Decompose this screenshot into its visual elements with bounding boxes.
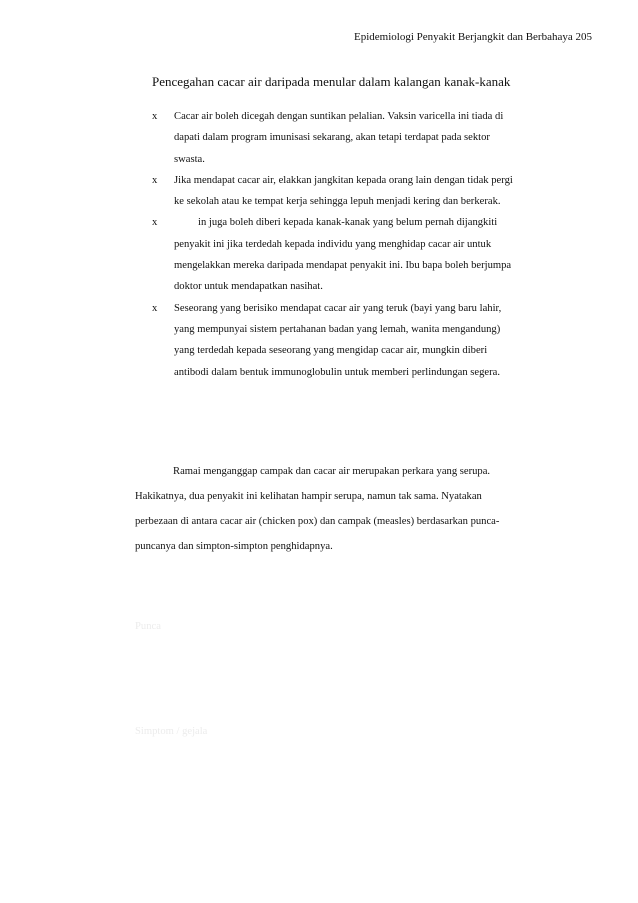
list-item — [152, 298, 552, 383]
list-item-line: penyakit ini jika terdedah kepada individu yang menghidap cacar air untuk — [174, 238, 492, 250]
paragraph-line: puncanya dan simpton-simpton penghidapnya. — [135, 541, 333, 552]
list-item-line: mengelakkan mereka daripada mendapat penyakit ini. Ibu bapa boleh berjumpa — [174, 260, 512, 272]
list-item — [152, 106, 552, 170]
list-item-line: Cacar air boleh dicegah dengan suntikan pelalian. Vaksin varicella ini tiada di — [174, 111, 504, 122]
bullet-marker: x — [152, 111, 158, 122]
body-paragraph — [135, 459, 555, 559]
list-item-line: dapati dalam program imunisasi sekarang, akan tetapi terdapat pada sektor — [174, 132, 490, 144]
bullet-list — [152, 106, 552, 383]
list-item-line: Jika mendapat cacar air, elakkan jangkitan kepada orang lain dengan tidak pergi — [174, 174, 513, 186]
list-item-line: antibodi dalam bentuk immunoglobulin untuk memberi perlindungan segera. — [174, 366, 500, 378]
list-item-line: yang mempunyai sistem pertahanan badan yang lemah, wanita mengandung) — [174, 323, 501, 335]
faint-label-punca: Punca — [135, 621, 161, 632]
list-item-line: doktor untuk mendapatkan nasihat. — [174, 281, 323, 293]
section-heading: Pencegahan cacar air daripada menular dalam kalangan kanak-kanak — [152, 74, 511, 89]
list-item — [152, 170, 552, 213]
bullet-marker: x — [152, 174, 158, 186]
list-item-line: swasta. — [174, 153, 205, 165]
bullet-marker: x — [152, 217, 158, 229]
bullet-marker: x — [152, 302, 158, 314]
paragraph-line: Hakikatnya, dua penyakit ini kelihatan hampir serupa, namun tak sama. Nyatakan — [135, 491, 482, 502]
list-item — [152, 212, 552, 297]
list-item-line: in juga boleh diberi kepada kanak-kanak yang belum pernah dijangkiti — [198, 217, 498, 229]
list-item-line: ke sekolah atau ke tempat kerja sehingga lepuh menjadi kering dan berkerak. — [174, 196, 501, 208]
running-header: Epidemiologi Penyakit Berjangkit dan Berbahaya 205 — [354, 31, 592, 43]
list-item-line: yang terdedah kepada seseorang yang mengidap cacar air, mungkin diberi — [174, 345, 488, 357]
paragraph-line: perbezaan di antara cacar air (chicken pox) dan campak (measles) berdasarkan punca- — [135, 516, 500, 527]
paragraph-line: Ramai menganggap campak dan cacar air merupakan perkara yang serupa. — [173, 466, 491, 477]
list-item-line: Seseorang yang berisiko mendapat cacar air yang teruk (bayi yang baru lahir, — [174, 302, 502, 314]
faint-label-simptom: Simptom / gejala — [135, 726, 208, 737]
